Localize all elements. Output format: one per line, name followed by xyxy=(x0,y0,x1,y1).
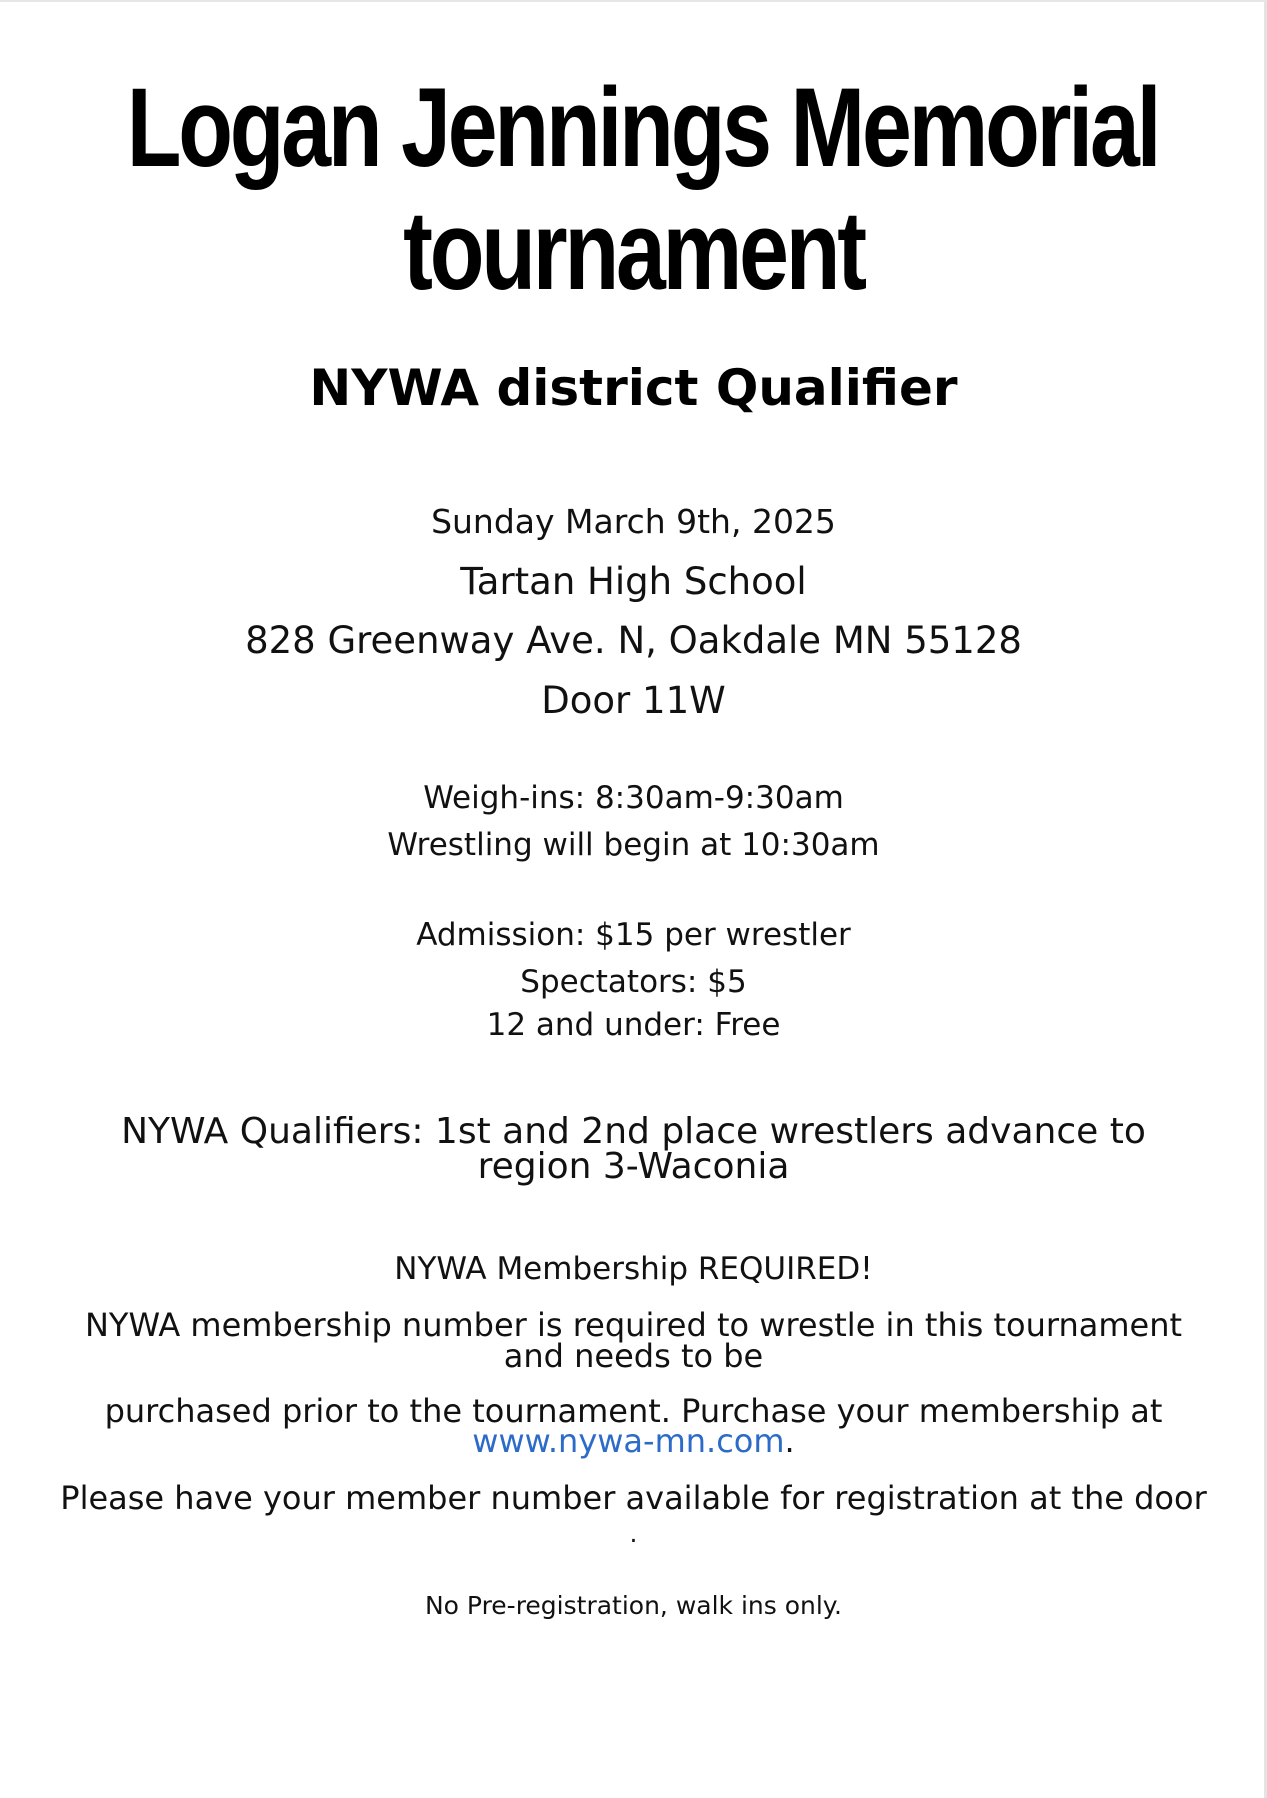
spectator-fee: Spectators: $5 xyxy=(520,964,747,1000)
event-address: 828 Greenway Ave. N, Oakdale MN 55128 xyxy=(245,619,1022,662)
title-line-2: tournament xyxy=(403,188,864,313)
membership-line-1: NYWA membership number is required to wrestle in this tournament xyxy=(84,1306,1183,1344)
membership-line-4-dot: . xyxy=(629,1519,638,1548)
membership-link[interactable]: www.nywa-mn.com xyxy=(472,1422,785,1460)
membership-link-suffix: . xyxy=(784,1422,795,1460)
membership-line-4: Please have your member number available for registration at the door xyxy=(60,1479,1207,1517)
event-venue: Tartan High School xyxy=(460,560,807,603)
membership-link-line xyxy=(0,1422,1267,1460)
children-fee: 12 and under: Free xyxy=(486,1007,781,1043)
subtitle: NYWA district Qualifier xyxy=(309,359,958,417)
membership-heading: NYWA Membership REQUIRED! xyxy=(394,1251,873,1287)
qualifiers-line-1: NYWA Qualifiers: 1st and 2nd place wrestlers advance to xyxy=(121,1111,1146,1152)
weigh-ins: Weigh-ins: 8:30am-9:30am xyxy=(423,780,844,816)
admission-fee: Admission: $15 per wrestler xyxy=(416,917,851,953)
wrestling-start: Wrestling will begin at 10:30am xyxy=(387,827,880,863)
footer-note: No Pre-registration, walk ins only. xyxy=(424,1591,842,1620)
event-date: Sunday March 9th, 2025 xyxy=(431,502,836,541)
membership-line-2: and needs to be xyxy=(503,1337,764,1375)
membership-line-3: purchased prior to the tournament. Purchase your membership at xyxy=(104,1392,1163,1430)
event-door: Door 11W xyxy=(541,679,726,722)
qualifiers-line-2: region 3-Waconia xyxy=(477,1146,790,1187)
title-line-1: Logan Jennings Memorial xyxy=(126,65,1159,190)
